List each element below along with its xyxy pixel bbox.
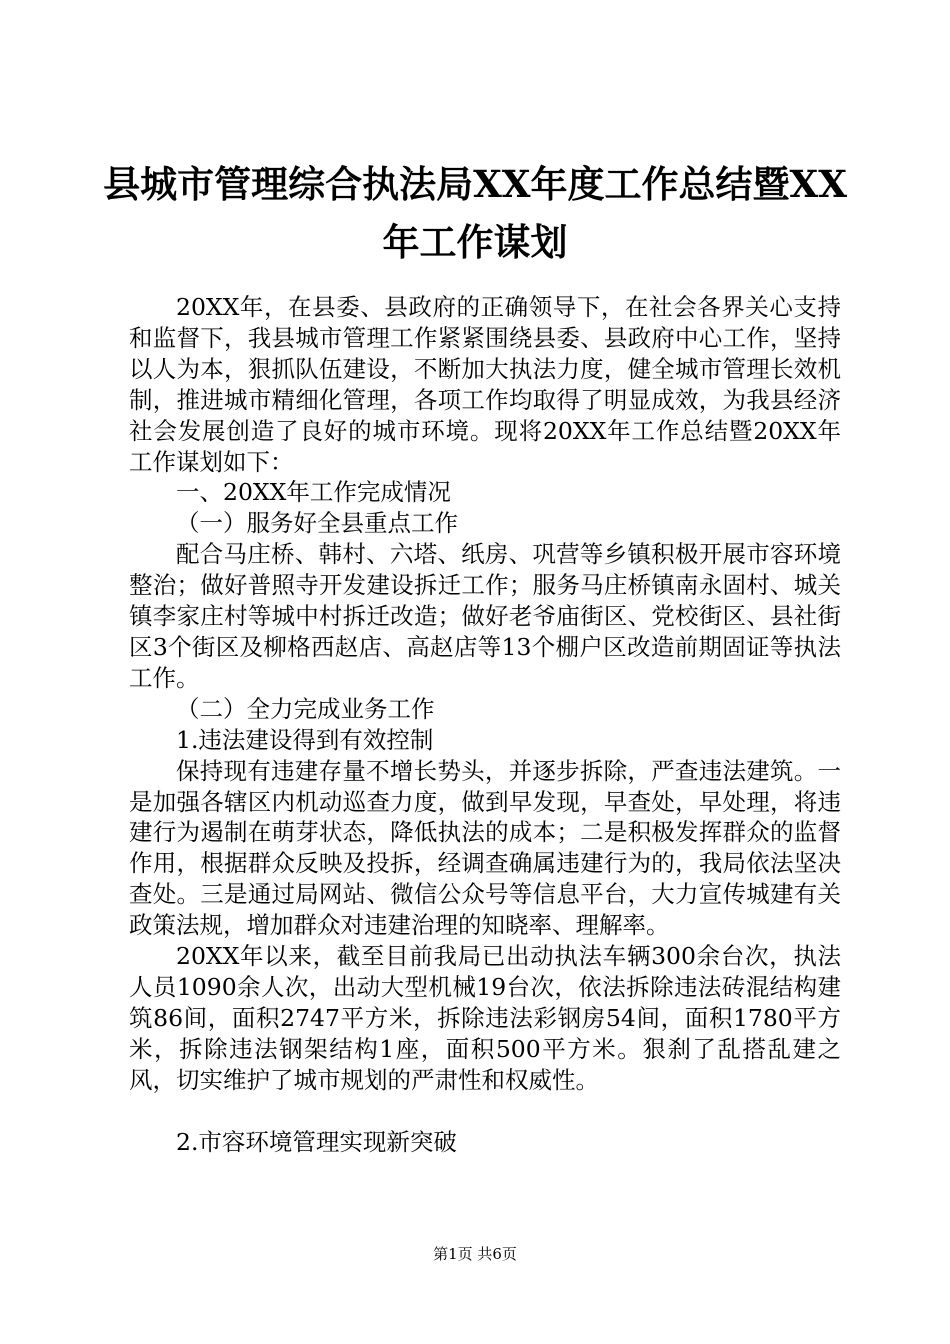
- page-footer: 第1页 共6页: [433, 1245, 517, 1263]
- paragraph-statistics: 20XX年以来，截至目前我局已出动执法车辆300余台次，执法人员1090余人次，出动大型机械19台次，依法拆除违法砖混结构建筑86间，面积2747平方米，拆除违法彩钢房54间，面积1780平方米，拆除违法钢架结构1座，面积500平方米。狠刹了乱搭乱建之风，切实维护了城市规划的严肃性和权威性。: [129, 942, 841, 1094]
- document-title-line-1: 县城市管理综合执法局XX年度工作总结暨XX: [103, 162, 847, 206]
- section-heading-1: 一、20XX年工作完成情况: [176, 478, 451, 507]
- subsection-heading-2: （二）全力完成业务工作: [176, 694, 435, 723]
- item-heading-1: 1.违法建设得到有效控制: [176, 725, 434, 754]
- item-heading-2: 2.市容环境管理实现新突破: [176, 1127, 457, 1156]
- document-title-line-2: 年工作谋划: [382, 220, 568, 264]
- paragraph-intro: 20XX年，在县委、县政府的正确领导下，在社会各界关心支持和监督下，我县城市管理工作紧紧围绕县委、县政府中心工作，坚持以人为本，狠抓队伍建设，不断加大执法力度，健全城市管理长效机制，推进城市精细化管理，各项工作均取得了明显成效，为我县经济社会发展创造了良好的城市环境。现将20XX年工作总结暨20XX年工作谋划如下：: [129, 293, 841, 476]
- subsection-heading-1: （一）服务好全县重点工作: [176, 509, 458, 538]
- paragraph-key-work: 配合马庄桥、韩村、六塔、纸房、巩营等乡镇积极开展市容环境整治；做好普照寺开发建设拆迁工作；服务马庄桥镇南永固村、城关镇李家庄村等城中村拆迁改造；做好老爷庙街区、党校街区、县社街区3个街区及柳格西赵店、高赵店等13个棚户区改造前期固证等执法工作。: [129, 540, 841, 692]
- paragraph-illegal-construction: 保持现有违建存量不增长势头，并逐步拆除，严查违法建筑。一是加强各辖区内机动巡查力度，做到早发现，早查处，早处理，将违建行为遏制在萌芽状态，降低执法的成本；二是积极发挥群众的监督作用，根据群众反映及投拆，经调查确属违建行为的，我局依法坚决查处。三是通过局网站、微信公众号等信息平台，大力宣传城建有关政策法规，增加群众对违建治理的知晓率、理解率。: [129, 756, 841, 940]
- document-body: [129, 292, 841, 1157]
